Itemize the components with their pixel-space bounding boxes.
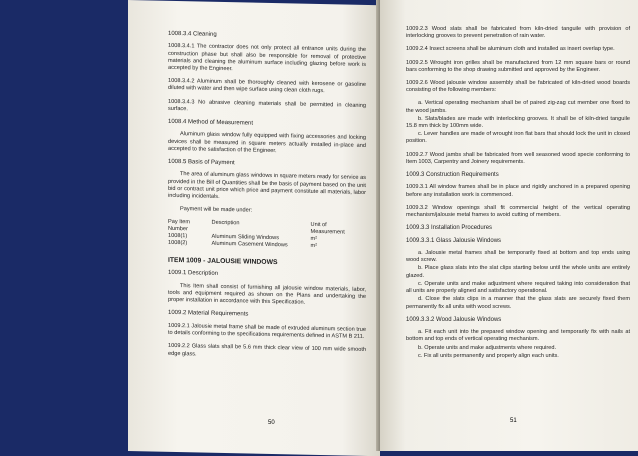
list-item: a. Fit each unit into the prepared window opening and temporarily fix with nails at bottom and top ends of vertical operating mechanism. xyxy=(406,329,630,343)
pay-item-number: 1008(1) xyxy=(168,233,188,240)
pay-item-number: 1008(2) xyxy=(168,240,188,247)
paragraph-1009-2-7: 1009.2.7 Wood jambs shall be fabricated from well seasoned wood specie conforming to Item 1003, Carpentry and Joinery requirements. xyxy=(406,151,630,165)
list-item: c. Operate units and make adjustment where required taking into consideration that all units are properly aligned and satisfactory operational. xyxy=(406,280,630,295)
heading-construction-requirements: 1009.3 Construction Requirements xyxy=(406,172,499,179)
list-item: a. Vertical operating mechanism shall be of paired zig-zag cut member one fixed to the wood jambs. xyxy=(406,100,630,114)
paragraph-1009-2-6: 1009.2.6 Wood jalousie window assembly shall be fabricated of kiln-dried wood boards consisting of the following members: xyxy=(406,80,630,94)
pay-item-description: Aluminum Sliding Windows xyxy=(211,234,280,242)
list-item: c. Lever handles are made of wrought iron flat bars that should lock the unit in closed position. xyxy=(406,131,630,145)
paragraph-1009-3-1: 1009.3.1 All window frames shall be in place and rigidly anchored in a prepared opening before any installation work is commenced. xyxy=(406,184,630,198)
list-item: b. Operate units and make adjustments where required. xyxy=(418,344,557,351)
list-item: c. Fix all units permanently and properly align each units. xyxy=(418,352,559,359)
page-number-right: 51 xyxy=(510,418,517,424)
paragraph-measurement: Aluminum glass window fully equipped with fixing accessories and locking devices shall be measured in square meters actually installed in-place and accepted to the satisfaction of the Engineer. xyxy=(168,131,366,154)
paragraph-1009-2-5: 1009.2.5 Wrought iron grilles shall be manufactured from 12 mm square bars or round bars conforming to the shop drawing submitted and approved by the Engineer. xyxy=(406,59,630,73)
list-item: b. Slats/blades are made with interlocking grooves. It shall be of kiln-dried tanguile 15.8 mm thick by 100mm wide. xyxy=(406,115,630,130)
heading-basis-of-payment: 1008.5 Basis of Payment xyxy=(168,158,235,167)
heading-wood-jalousie: 1009.3.3.2 Wood Jalousie Windows xyxy=(406,316,502,323)
heading-description: 1009.1 Description xyxy=(168,270,219,278)
paragraph-1009-2-3: 1009.2.3 Wood slats shall be fabricated from kiln-dried tanguile with provision of interlocking grooves to prevent penetration of rain water. xyxy=(406,26,630,40)
paragraph-1009-2-2: 1009.2.2 Glass slats shall be 5.6 mm thick clear view of 100 mm wide smooth edge glass. xyxy=(168,343,366,357)
header-pay-item: Pay Item Number xyxy=(168,219,191,233)
list-item: d. Close the slats clips in a manner that the glass slats are securely fixed them permanently fix all units with wood screws. xyxy=(406,296,630,310)
paragraph-1008-3-4-3: 1008.3.4.3 No abrasive cleaning materials shall be permitted in cleaning surface. xyxy=(168,98,366,113)
list-item: b. Place glass slats into the slat clips starting below until the whole units are entirely glazed. xyxy=(406,265,630,279)
left-page xyxy=(128,0,380,456)
heading-installation-procedures: 1009.3.3 Installation Procedures xyxy=(406,225,493,232)
paragraph-description: This Item shall consist of furnishing all jalousie window materials, labor, tools and equipment required as shown on the Plans and undertaking the proper installation in accordance with this Specification. xyxy=(168,282,366,306)
pay-item-unit: m² xyxy=(310,236,318,243)
header-description: Description xyxy=(211,220,240,227)
pay-item-description: Aluminum Casement Windows xyxy=(211,241,288,249)
pay-item-unit: m² xyxy=(310,243,318,250)
paragraph-1008-3-4-1: 1008.3.4.1 The contractor does not only protect all entrance units during the construction phase but shall also be responsible for removal of protective materials and cleaning the aluminum surface including glazing before work is accepted by the Engineer. xyxy=(168,43,366,73)
paragraph-1008-3-4-2: 1008.3.4.2 Aluminum shall be thoroughly cleaned with kerosene or gasoline diluted with water and then wipe surface using clean cloth rugs. xyxy=(168,78,366,95)
page-number-left: 50 xyxy=(268,420,275,426)
heading-cleaning: 1008.3.4 Cleaning xyxy=(168,30,217,38)
heading-material-requirements: 1009.2 Material Requirements xyxy=(168,310,249,319)
right-page xyxy=(380,0,638,451)
pay-item-table xyxy=(168,219,366,251)
list-item: a. Jalousie metal frames shall be temporarily fixed at bottom and top ends using wood screw. xyxy=(406,250,630,264)
paragraph-payment: The area of aluminum glass windows in square meters ready for service as provided in the Bill of Quantities shall be the basis of payment based on the unit bid or contract unit price which price and payment constitute all materials, labor including incidentals. xyxy=(168,171,366,200)
heading-method-of-measurement: 1008.4 Method of Measurement xyxy=(168,118,254,127)
paragraph-1009-2-4: 1009.2.4 Insect screens shall be aluminum cloth and installed as insert overlap type. xyxy=(406,46,615,53)
paragraph-1009-3-2: 1009.3.2 Window openings shall fit commercial height of the vertical operating mechanism/jalousie metal frames to avoid cutting of members. xyxy=(406,204,630,219)
heading-glass-jalousie: 1009.3.3.1 Glass Jalousie Windows xyxy=(406,237,502,244)
item-1009-title: ITEM 1009 - JALOUSIE WINDOWS xyxy=(168,257,278,267)
payment-intro: Payment will be made under: xyxy=(180,206,253,214)
paragraph-1009-2-1: 1009.2.1 Jalousie metal frame shall be made of extruded aluminum section true to details conforming to the specifications requirements defined in ASTM B 211. xyxy=(168,322,366,341)
header-unit: Unit of Measurement xyxy=(310,222,345,237)
